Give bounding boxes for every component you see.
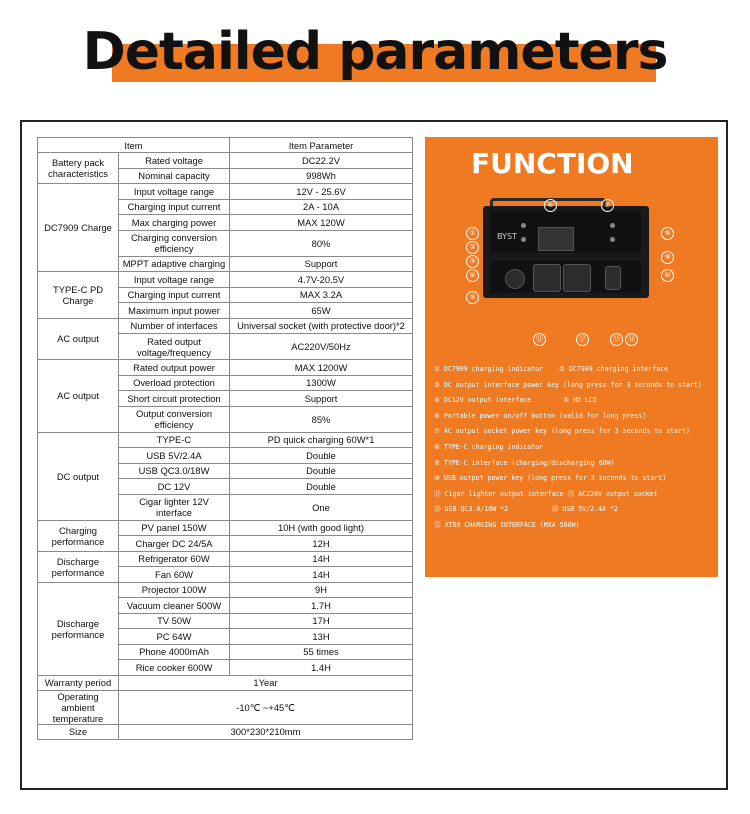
item-cell: Rice cooker 600W (119, 660, 230, 676)
item-cell: Rated output voltage/frequency (119, 334, 230, 360)
table-row (38, 153, 413, 169)
item-cell: PV panel 150W (119, 520, 230, 536)
callout-4: ④ (466, 269, 479, 282)
function-panel (425, 137, 718, 577)
value-cell: DC22.2V (230, 153, 413, 169)
value-cell: 2A - 10A (230, 199, 413, 215)
item-cell: Phone 4000mAh (119, 644, 230, 660)
ac-socket-1 (533, 264, 561, 292)
value-cell: MAX 3.2A (230, 287, 413, 303)
item-cell: TYPE-C (119, 432, 230, 448)
item-cell: Overload protection (119, 375, 230, 391)
function-item: ⑥ Portable power on/off button (valid for long press) (434, 411, 647, 420)
callout-10: ⑩ (661, 269, 674, 282)
callout-11: ⑪ (533, 333, 546, 346)
table-row (38, 724, 413, 739)
typec-indicator (610, 223, 615, 228)
item-cell: Short circuit protection (119, 391, 230, 407)
table-row (38, 582, 413, 598)
value-cell: 1.7H (230, 598, 413, 614)
value-cell: 55 times (230, 644, 413, 660)
function-list (434, 362, 716, 534)
category-cell: Operating ambient temperature (38, 690, 119, 724)
value-cell: 300*230*210mm (119, 724, 413, 739)
callout-1: ① (466, 227, 479, 240)
value-cell: 65W (230, 303, 413, 319)
spec-table (37, 137, 413, 740)
item-cell: Nominal capacity (119, 168, 230, 184)
table-row (38, 551, 413, 567)
table-row (38, 520, 413, 536)
value-cell: 12V - 25.6V (230, 184, 413, 200)
header-param: Item Parameter (230, 138, 413, 153)
item-cell: Output conversion efficiency (119, 406, 230, 432)
item-cell: Charging conversion efficiency (119, 230, 230, 256)
item-cell: USB 5V/2.4A (119, 448, 230, 464)
value-cell: MAX 120W (230, 215, 413, 231)
table-row (38, 675, 413, 690)
value-cell: 9H (230, 582, 413, 598)
item-cell: MPPT adaptive charging (119, 256, 230, 272)
item-cell: Charger DC 24/5A (119, 536, 230, 552)
value-cell: 13H (230, 629, 413, 645)
item-cell: Cigar lighter 12V interface (119, 494, 230, 520)
category-cell: AC output (38, 360, 119, 433)
usb-ports (605, 266, 621, 290)
value-cell: 17H (230, 613, 413, 629)
cigar-lighter-port (505, 269, 525, 289)
callout-14: ⑭ (625, 333, 638, 346)
category-cell: AC output (38, 318, 119, 360)
category-cell: Discharge performance (38, 582, 119, 675)
category-cell: DC7909 Charge (38, 184, 119, 272)
function-item: ③ DC output interface power key (long press for 3 seconds to start) (434, 380, 702, 389)
item-cell: Charging input current (119, 287, 230, 303)
callout-8: ⑧ (661, 227, 674, 240)
device-brand: BYST (497, 232, 517, 241)
header (0, 0, 750, 105)
value-cell: 80% (230, 230, 413, 256)
item-cell: Vacuum cleaner 500W (119, 598, 230, 614)
dc7909-port (521, 237, 526, 242)
function-item: ① DC7909 charging indicator ② DC7909 charging interface (434, 365, 669, 373)
value-cell: 10H (with good light) (230, 520, 413, 536)
value-cell: 998Wh (230, 168, 413, 184)
value-cell: 12H (230, 536, 413, 552)
callout-2: ② (466, 241, 479, 254)
table-row (38, 360, 413, 376)
table-row (38, 432, 413, 448)
function-item: ⑨ TYPE-C interface (charging/discharging 60W) (434, 458, 615, 467)
item-cell: Rated output power (119, 360, 230, 376)
item-cell: Max charging power (119, 215, 230, 231)
item-cell: TV 50W (119, 613, 230, 629)
value-cell: 1.4H (230, 660, 413, 676)
value-cell: 85% (230, 406, 413, 432)
category-cell: DC output (38, 432, 119, 520)
ac-socket-2 (563, 264, 591, 292)
value-cell: PD quick charging 60W*1 (230, 432, 413, 448)
value-cell: AC220V/50Hz (230, 334, 413, 360)
category-cell: Discharge performance (38, 551, 119, 582)
function-item: ⑬ USB QC3.0/18W *2 ⑭ USB 5V/2.4A *2 (434, 505, 618, 514)
callout-12: ⑫ (576, 333, 589, 346)
value-cell: Double (230, 463, 413, 479)
callout-5: ⑤ (466, 291, 479, 304)
value-cell: 4.7V-20.5V (230, 272, 413, 288)
function-item: ⑦ AC output socket power key (long press for 3 seconds to start) (434, 427, 691, 436)
item-cell: Rated voltage (119, 153, 230, 169)
value-cell: Support (230, 391, 413, 407)
value-cell: Support (230, 256, 413, 272)
typec-port (610, 237, 615, 242)
callout-9: ⑨ (661, 251, 674, 264)
item-cell: Charging input current (119, 199, 230, 215)
function-item: ⑩ USB output power key (long press for 3 seconds to start) (434, 474, 667, 483)
value-cell: Universal socket (with protective door)*2 (230, 318, 413, 334)
callout-3: ③ (466, 255, 479, 268)
item-cell: Input voltage range (119, 272, 230, 288)
item-cell: Fan 60W (119, 567, 230, 583)
header-item: Item (38, 138, 230, 153)
lcd-screen (538, 227, 574, 251)
item-cell: Projector 100W (119, 582, 230, 598)
callout-6: ⑥ (544, 199, 557, 212)
table-row (38, 690, 413, 724)
item-cell: Maximum input power (119, 303, 230, 319)
item-cell: DC 12V (119, 479, 230, 495)
function-item: ⑧ TYPE-C charging indicator (434, 442, 544, 451)
value-cell: 1300W (230, 375, 413, 391)
value-cell: 14H (230, 551, 413, 567)
item-cell: Input voltage range (119, 184, 230, 200)
table-row (38, 184, 413, 200)
category-cell: Charging performance (38, 520, 119, 551)
value-cell: 1Year (119, 675, 413, 690)
function-title: FUNCTION (471, 147, 634, 180)
dc7909-indicator (521, 223, 526, 228)
value-cell: 14H (230, 567, 413, 583)
function-item: ④ DC12V output interface ⑤ HD LCD (434, 396, 597, 405)
page-title: Detailed parameters (82, 22, 668, 82)
value-cell: Double (230, 448, 413, 464)
table-row (38, 318, 413, 334)
table-header-row (38, 138, 413, 153)
callout-13: ⑬ (610, 333, 623, 346)
function-item: ⑪ Cigar lighter output interface ⑫ AC220V output socket (434, 489, 658, 498)
callout-7: ⑦ (601, 199, 614, 212)
category-cell: Size (38, 724, 119, 739)
item-cell: USB QC3.0/18W (119, 463, 230, 479)
category-cell: Warranty period (38, 675, 119, 690)
item-cell: Number of interfaces (119, 318, 230, 334)
value-cell: MAX 1200W (230, 360, 413, 376)
item-cell: Refrigerator 60W (119, 551, 230, 567)
function-item: ⑮ XT60 CHARGING INTERFACE (MXA 500W) (434, 520, 580, 529)
category-cell: Battery pack characteristics (38, 153, 119, 184)
value-cell: Double (230, 479, 413, 495)
value-cell: One (230, 494, 413, 520)
category-cell: TYPE-C PD Charge (38, 272, 119, 319)
table-row (38, 272, 413, 288)
value-cell: -10℃ ~+45℃ (119, 690, 413, 724)
item-cell: PC 64W (119, 629, 230, 645)
